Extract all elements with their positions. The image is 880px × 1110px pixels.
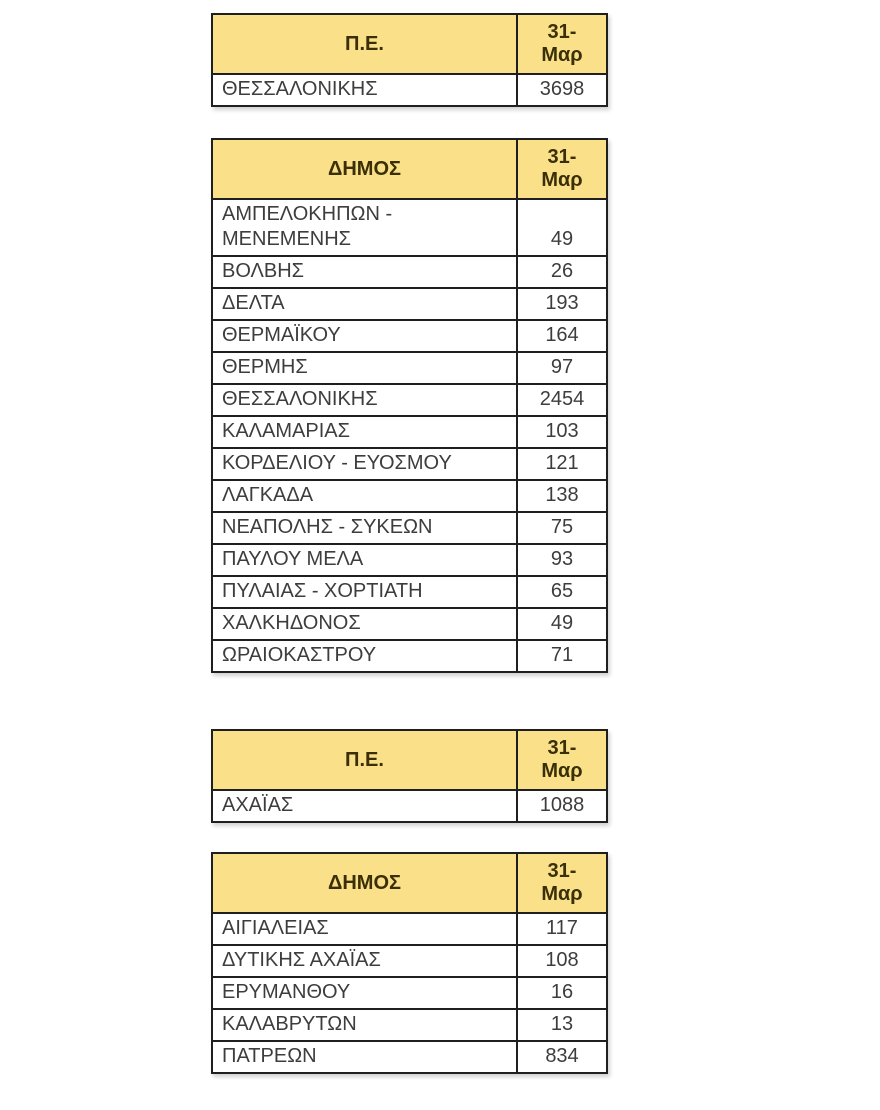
value-cell: 49 [517,199,607,256]
date-header-label: 31-Μαρ [541,737,583,782]
value-cell: 97 [517,352,607,384]
entity-name-cell: ΩΡΑΙΟΚΑΣΤΡΟΥ [212,640,517,672]
value-cell: 26 [517,256,607,288]
table-row [212,576,607,608]
value-cell: 71 [517,640,607,672]
entity-name-cell: ΔΕΛΤΑ [212,288,517,320]
entity-name-cell: ΘΕΣΣΑΛΟΝΙΚΗΣ [212,74,517,106]
value-cell: 49 [517,608,607,640]
date-header-label: 31-Μαρ [541,860,583,905]
entity-name-cell: ΕΡΥΜΑΝΘΟΥ [212,977,517,1009]
header-row [212,139,607,199]
column-header-entity: ΔΗΜΟΣ [212,853,517,913]
table-row [212,544,607,576]
table-row [212,790,607,822]
table-row [212,608,607,640]
value-cell: 121 [517,448,607,480]
table-row [212,256,607,288]
entity-name-cell: ΚΟΡΔΕΛΙΟΥ - ΕΥΟΣΜΟΥ [212,448,517,480]
table-row [212,199,607,256]
entity-name-cell: ΘΕΡΜΑΪΚΟΥ [212,320,517,352]
value-cell: 834 [517,1041,607,1073]
table-row [212,320,607,352]
column-header-date [517,730,607,790]
date-header-label: 31-Μαρ [541,21,583,66]
column-header-entity: ΔΗΜΟΣ [212,139,517,199]
table-row [212,977,607,1009]
table-row [212,913,607,945]
table-row [212,352,607,384]
entity-name-cell: ΚΑΛΑΒΡΥΤΩΝ [212,1009,517,1041]
entity-name-cell: ΧΑΛΚΗΔΟΝΟΣ [212,608,517,640]
table-row [212,384,607,416]
value-cell: 3698 [517,74,607,106]
municipalities-table-thessaloniki [211,138,608,673]
entity-name-cell: ΠΑΤΡΕΩΝ [212,1041,517,1073]
entity-name-cell: ΑΧΑΪΑΣ [212,790,517,822]
column-header-entity: Π.Ε. [212,14,517,74]
entity-name-cell: ΒΟΛΒΗΣ [212,256,517,288]
regional-unit-table-achaia [211,729,608,823]
value-cell: 138 [517,480,607,512]
value-cell: 13 [517,1009,607,1041]
table-row [212,480,607,512]
entity-name-cell: ΠΑΥΛΟΥ ΜΕΛΑ [212,544,517,576]
value-cell: 108 [517,945,607,977]
table-row [212,74,607,106]
value-cell: 16 [517,977,607,1009]
entity-name-cell: ΝΕΑΠΟΛΗΣ - ΣΥΚΕΩΝ [212,512,517,544]
value-cell: 2454 [517,384,607,416]
table-row [212,288,607,320]
column-header-date [517,14,607,74]
table-row [212,640,607,672]
value-cell: 75 [517,512,607,544]
entity-name-cell: ΛΑΓΚΑΔΑ [212,480,517,512]
tables-column [211,13,608,1074]
entity-name-cell: ΑΜΠΕΛΟΚΗΠΩΝ - ΜΕΝΕΜΕΝΗΣ [212,199,517,256]
regional-unit-table-thessaloniki [211,13,608,107]
header-row [212,853,607,913]
value-cell: 117 [517,913,607,945]
entity-name-cell: ΠΥΛΑΙΑΣ - ΧΟΡΤΙΑΤΗ [212,576,517,608]
entity-name-cell: ΘΕΣΣΑΛΟΝΙΚΗΣ [212,384,517,416]
column-header-date [517,139,607,199]
value-cell: 65 [517,576,607,608]
table-row [212,1009,607,1041]
table-row [212,945,607,977]
header-row [212,14,607,74]
municipalities-table-achaia [211,852,608,1074]
entity-name-cell: ΚΑΛΑΜΑΡΙΑΣ [212,416,517,448]
table-row [212,448,607,480]
date-header-label: 31-Μαρ [541,146,583,191]
column-header-entity: Π.Ε. [212,730,517,790]
value-cell: 103 [517,416,607,448]
value-cell: 164 [517,320,607,352]
entity-name-cell: ΔΥΤΙΚΗΣ ΑΧΑΪΑΣ [212,945,517,977]
value-cell: 93 [517,544,607,576]
entity-name-cell: ΘΕΡΜΗΣ [212,352,517,384]
header-row [212,730,607,790]
value-cell: 193 [517,288,607,320]
entity-name-cell: ΑΙΓΙΑΛΕΙΑΣ [212,913,517,945]
column-header-date [517,853,607,913]
value-cell: 1088 [517,790,607,822]
table-row [212,1041,607,1073]
table-row [212,512,607,544]
table-row [212,416,607,448]
